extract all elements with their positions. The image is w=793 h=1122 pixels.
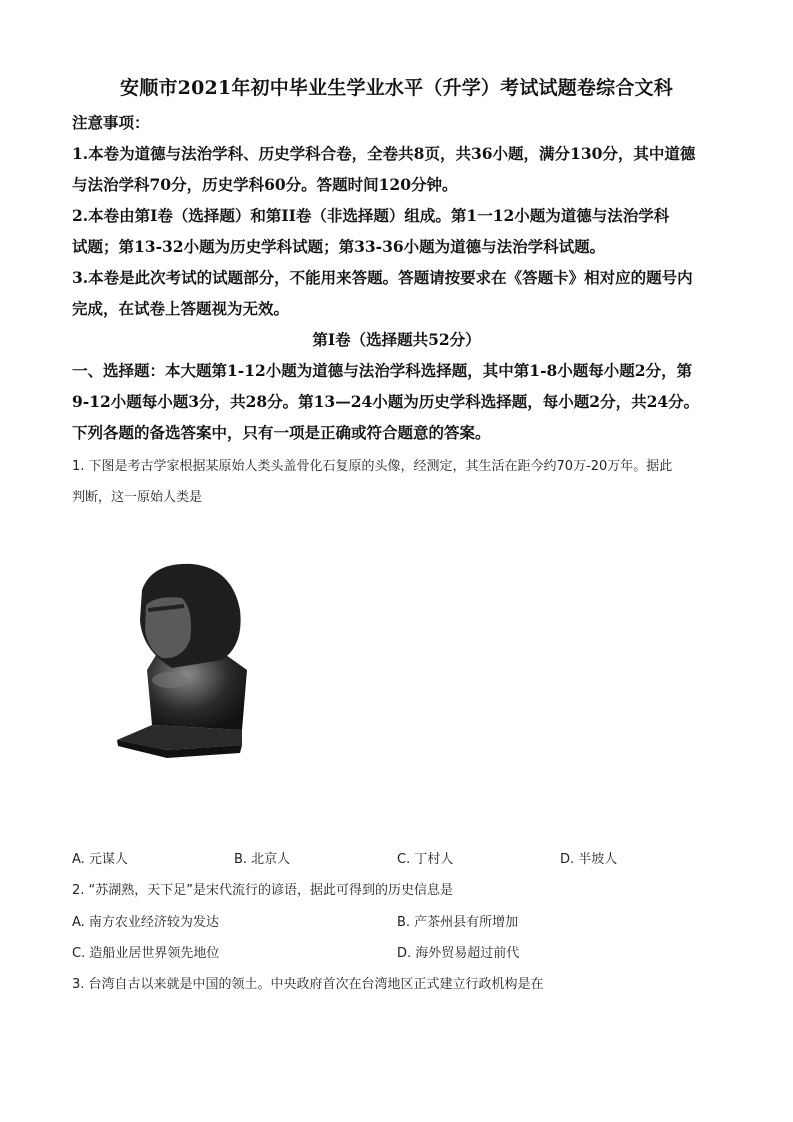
document-title: 安顺市2021年初中毕业生学业水平（升学）考试试题卷综合文科 [120, 77, 673, 99]
question-2-option-d: D. 海外贸易超过前代 [397, 946, 520, 961]
question-2-option-a: A. 南方农业经济较为发达 [72, 915, 219, 930]
notice-line: 2.本卷由第Ⅰ卷（选择题）和第II卷（非选择题）组成。第1一12小题为道德与法治学科 [72, 206, 670, 225]
question-2-option-b: B. 产茶州县有所增加 [397, 915, 519, 930]
notice-line: 试题；第13-32小题为历史学科试题；第33-36小题为道德与法治学科试题。 [72, 237, 606, 256]
hominid-bust-image [112, 550, 272, 760]
question-1-option-d: D. 半坡人 [560, 852, 618, 867]
section-instruction: 9-12小题每小题3分，共28分。第13—24小题为历史学科选择题，每小题2分，共24分。 [72, 392, 700, 411]
question-2-stem: 2. “苏湖熟，天下足”是宋代流行的谚语，据此可得到的历史信息是 [72, 883, 454, 898]
notice-line: 1.本卷为道德与法治学科、历史学科合卷，全卷共8页，共36小题，满分130分，其中道德 [72, 144, 696, 163]
notice-heading: 注意事项： [72, 113, 150, 132]
question-1-option-b: B. 北京人 [234, 852, 291, 867]
question-1-option-c: C. 丁村人 [397, 852, 454, 867]
question-1-option-a: A. 元谋人 [72, 852, 128, 867]
question-1-stem: 1. 下图是考古学家根据某原始人类头盖骨化石复原的头像，经测定，其生活在距今约70万-20万年。据此 [72, 459, 673, 474]
section-instruction: 下列各题的备选答案中，只有一项是正确或符合题意的答案。 [72, 423, 491, 442]
notice-line: 3.本卷是此次考试的试题部分，不能用来答题。答题请按要求在《答题卡》相对应的题号内 [72, 268, 693, 287]
notice-line: 完成，在试卷上答题视为无效。 [72, 299, 290, 318]
question-3-stem: 3. 台湾自古以来就是中国的领土。中央政府首次在台湾地区正式建立行政机构是在 [72, 977, 544, 992]
section-heading: 第Ⅰ卷（选择题共52分） [312, 330, 481, 349]
section-instruction: 一、选择题：本大题第1-12小题为道德与法治学科选择题，其中第1-8小题每小题2分，第 [72, 361, 693, 380]
question-2-option-c: C. 造船业居世界领先地位 [72, 946, 220, 961]
question-1-stem: 判断，这一原始人类是 [72, 490, 203, 505]
notice-line: 与法治学科70分，历史学科60分。答题时间120分钟。 [72, 175, 458, 194]
